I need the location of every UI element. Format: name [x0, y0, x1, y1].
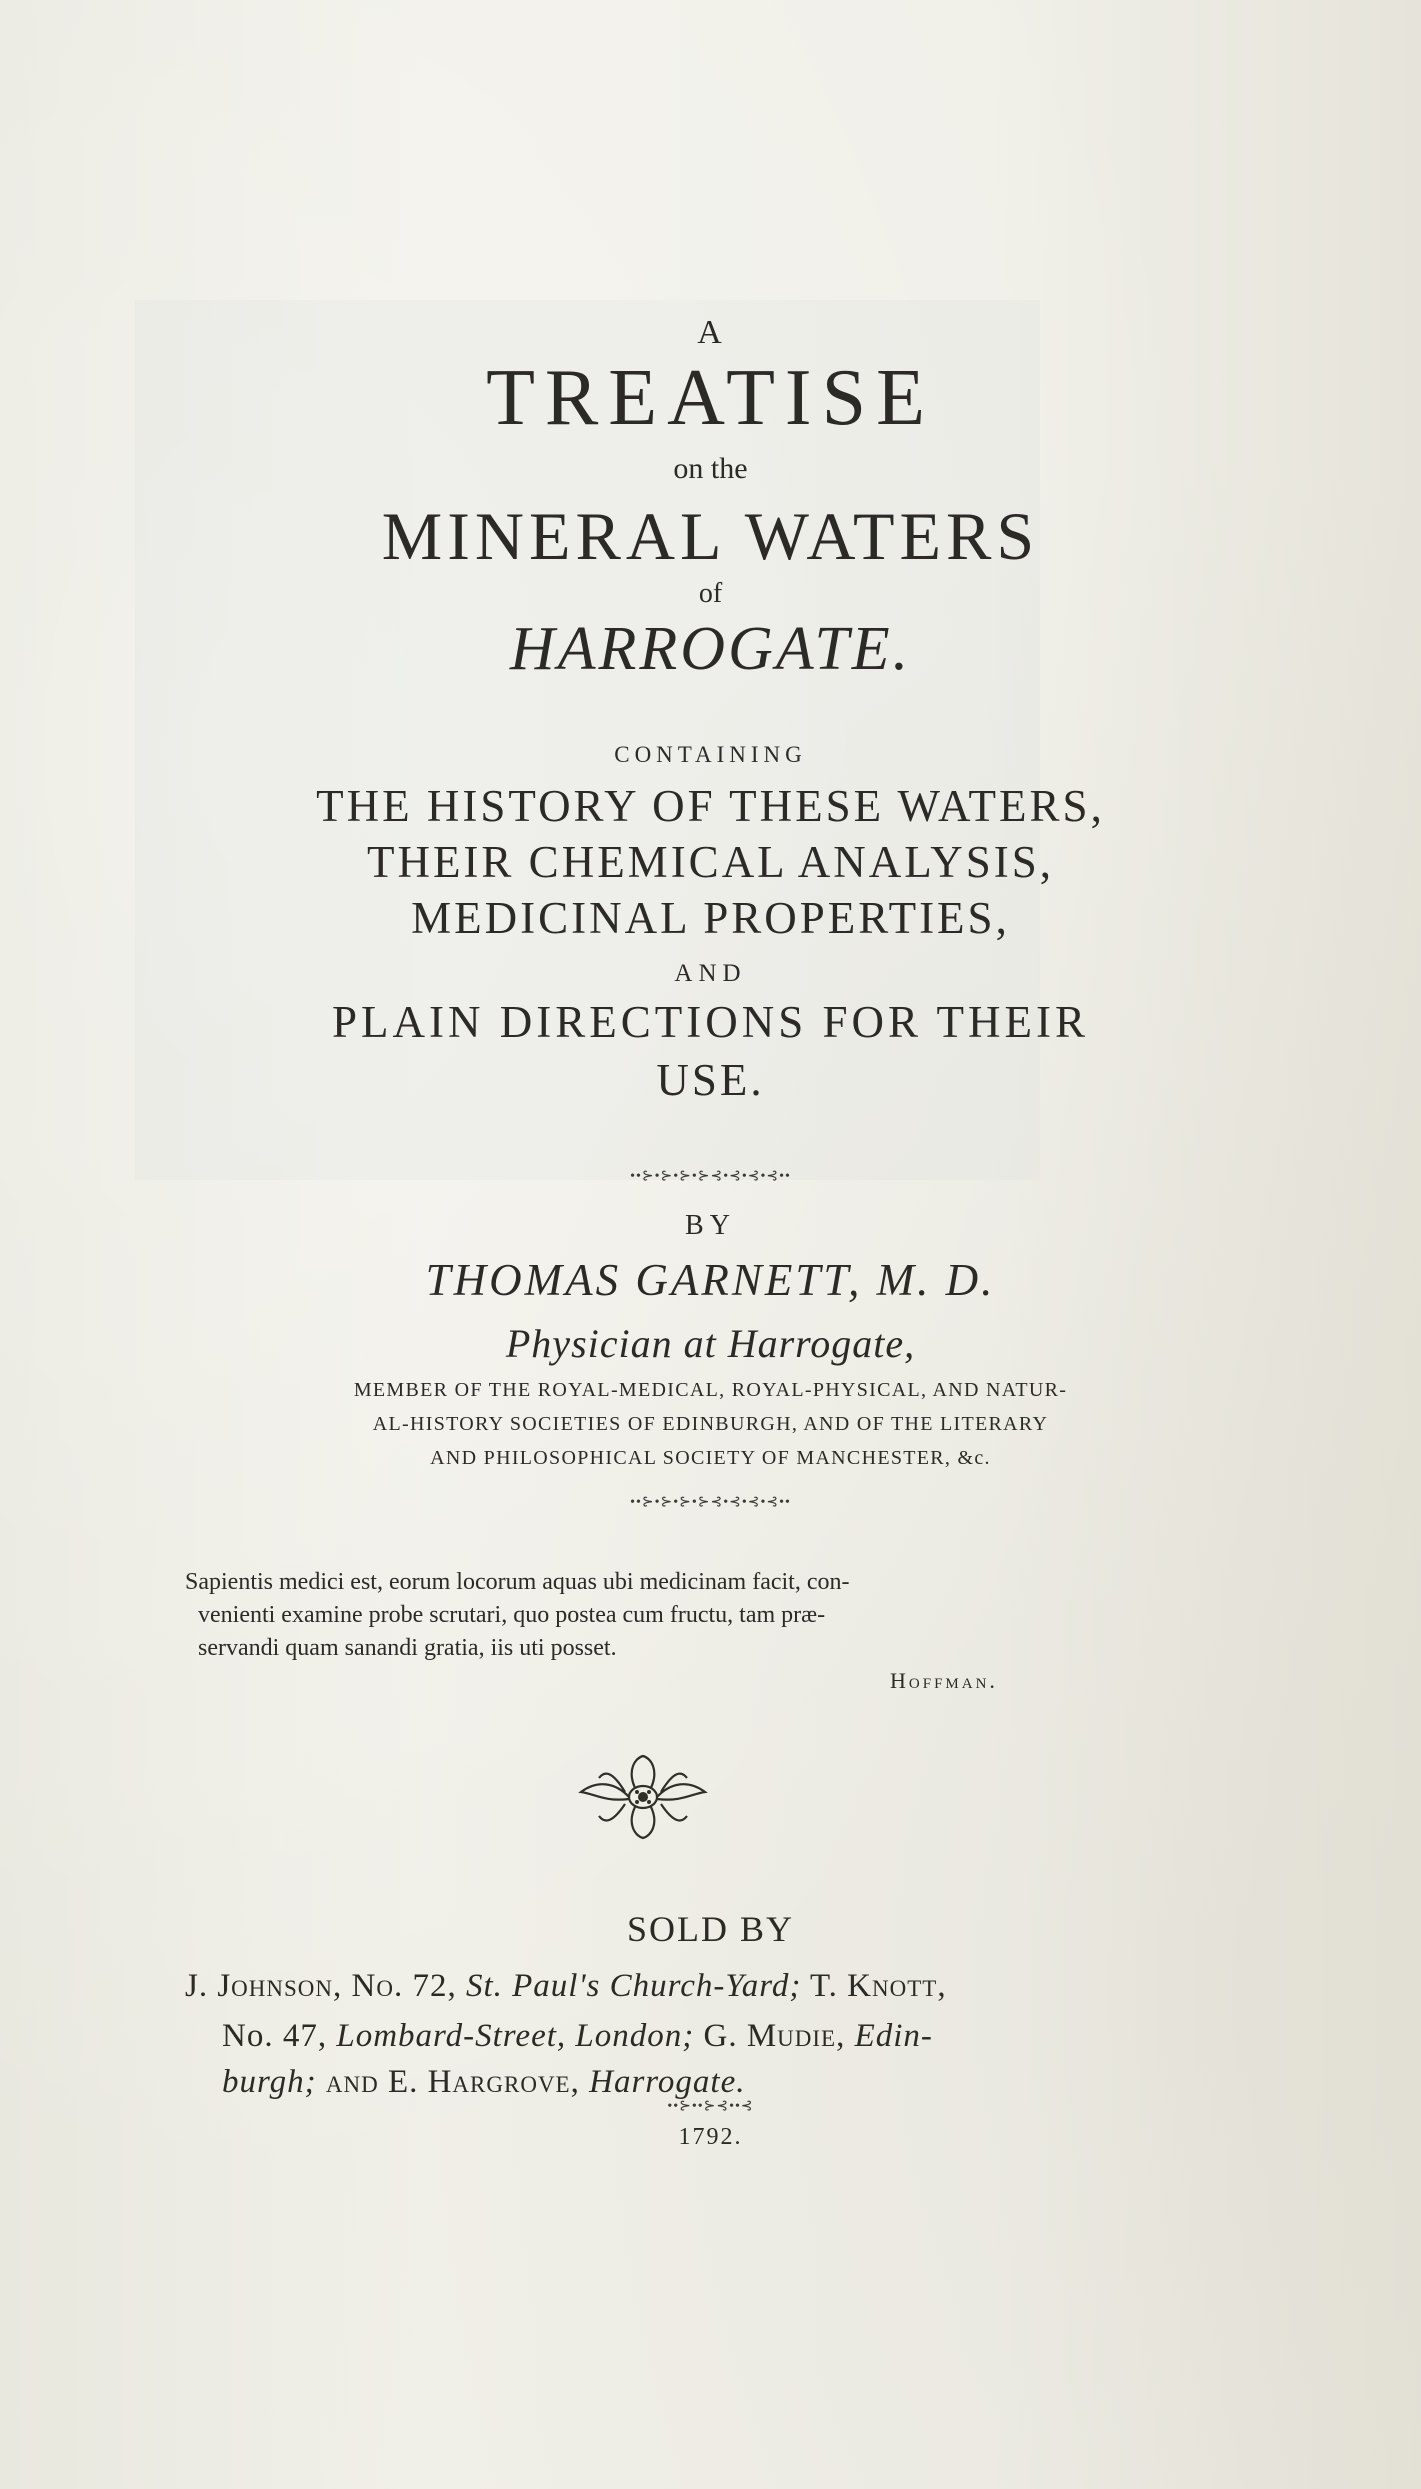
- contents-and: AND: [674, 960, 747, 987]
- title-of: of: [698, 578, 723, 609]
- motto-line-3: servandi quam sanandi gratia, iis uti posset.: [198, 1635, 617, 1661]
- ornamental-rule: ••⊱•⊱•⊱•⊱⊰•⊰•⊰•⊰••: [630, 1169, 791, 1184]
- author-role: Physician at Harrogate,: [505, 1321, 916, 1366]
- contents-line-5: USE.: [656, 1055, 765, 1105]
- containing-label: CONTAINING: [614, 742, 807, 767]
- sold-by-label: SOLD BY: [626, 1909, 795, 1949]
- imprint-address-pauls: St. Paul's Church-Yard;: [465, 1968, 802, 2004]
- membership-line-3: AND PHILOSOPHICAL SOCIETY OF MANCHESTER, &c.: [430, 1447, 991, 1469]
- imprint-place-harrogate: Harrogate.: [589, 2064, 746, 2100]
- ornamental-rule-short: ••⊱••⊱⊰••⊰: [667, 2099, 754, 2114]
- imprint-place-edinburgh-end: burgh;: [222, 2064, 317, 2100]
- imprint-line-1: [185, 1968, 947, 2005]
- motto-line-2: venienti examine probe scrutari, quo postea cum fructu, tam præ-: [198, 1602, 826, 1628]
- imprint-seller-johnson: J. Johnson, No. 72,: [185, 1968, 466, 2004]
- imprint-line-3: [222, 2064, 745, 2101]
- membership-line-2: AL-HISTORY SOCIETIES OF EDINBURGH, AND OF THE LITERARY: [372, 1413, 1049, 1435]
- title-on-the: on the: [673, 452, 748, 485]
- motto-author: Hoffman.: [890, 1668, 998, 1693]
- imprint-seller-hargrove: and E. Hargrove,: [316, 2064, 590, 2100]
- author-name: THOMAS GARNETT, M. D.: [425, 1255, 996, 1305]
- imprint-line-2: [222, 2018, 933, 2055]
- imprint-place-edinburgh: Edin-: [854, 2018, 933, 2054]
- fleuron-ornament-icon: [575, 1752, 711, 1842]
- by-label: BY: [685, 1210, 736, 1241]
- title-place: HARROGATE.: [509, 615, 912, 683]
- title-subject: MINERAL WATERS: [381, 498, 1040, 574]
- contents-line-3: MEDICINAL PROPERTIES,: [411, 893, 1010, 943]
- publication-year: 1792.: [678, 2124, 743, 2150]
- imprint-address-lombard: Lombard-Street, London;: [336, 2018, 695, 2054]
- contents-line-2: THEIR CHEMICAL ANALYSIS,: [366, 837, 1055, 887]
- motto-line-1: Sapientis medici est, eorum locorum aquas ubi medicinam facit, con-: [185, 1569, 850, 1595]
- ornamental-rule-2: ••⊱•⊱•⊱•⊱⊰•⊰•⊰•⊰••: [630, 1495, 791, 1510]
- title-article: A: [697, 314, 724, 351]
- membership-line-1: MEMBER OF THE ROYAL-MEDICAL, ROYAL-PHYSICAL, AND NATUR-: [353, 1379, 1068, 1401]
- imprint-seller-knott: T. Knott,: [801, 1968, 947, 2004]
- imprint-seller-mudie: G. Mudie,: [694, 2018, 855, 2054]
- contents-line-1: THE HISTORY OF THESE WATERS,: [316, 781, 1105, 831]
- imprint-number: No. 47,: [222, 2018, 337, 2054]
- contents-line-4: PLAIN DIRECTIONS FOR THEIR: [332, 997, 1089, 1047]
- title-main: TREATISE: [486, 354, 935, 442]
